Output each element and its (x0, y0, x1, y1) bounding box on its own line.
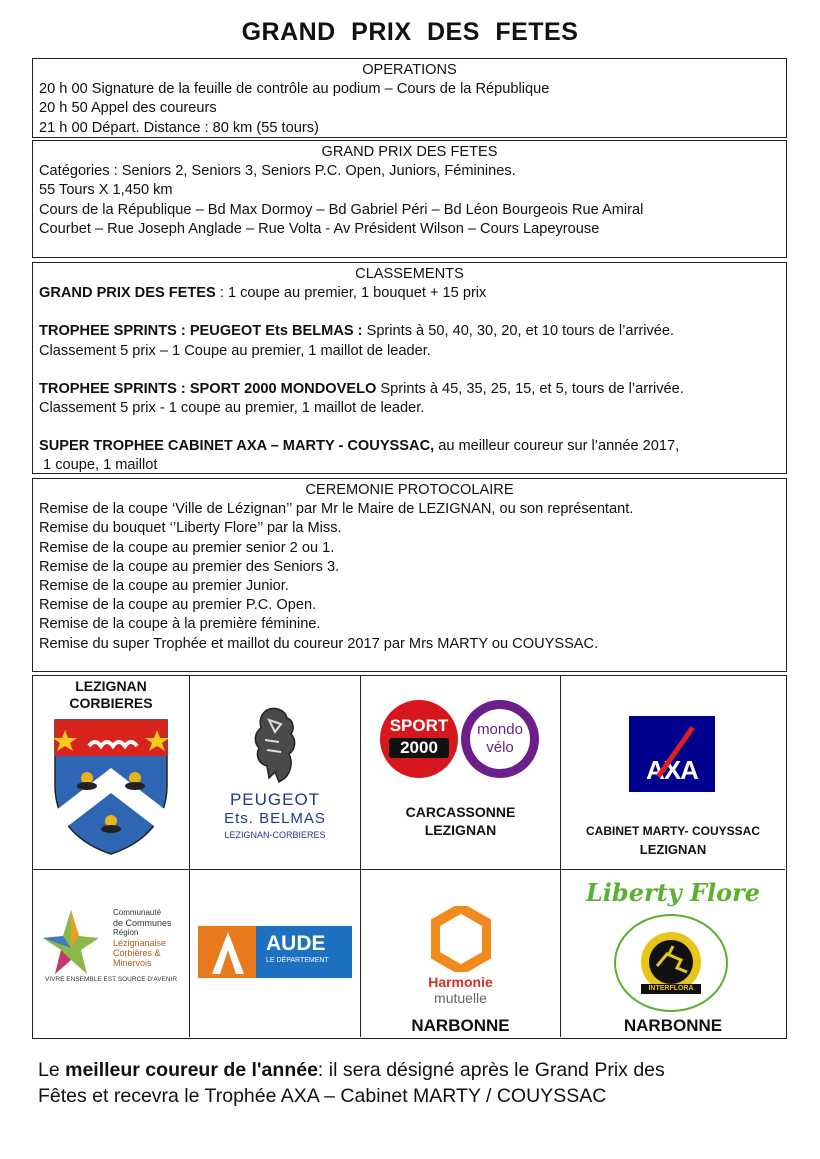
footer-note: Le meilleur coureur de l'année: il sera désigné après le Grand Prix des Fêtes et recevra le Trophée AXA – Cabinet MARTY / COUYSSAC (38, 1059, 665, 1107)
grand-prix-header: GRAND PRIX DES FETES (321, 144, 498, 160)
axa-city: LEZIGNAN (639, 842, 707, 857)
peugeot-brand: PEUGEOT (229, 790, 321, 809)
sponsor-aude (190, 870, 361, 1037)
peugeot-place: LEZIGNAN-CORBIERES (224, 830, 326, 840)
sport2000-city-2: LEZIGNAN (424, 822, 497, 838)
ceremonie-line: Remise de la coupe ‘Ville de Lézignan’’ par Mr le Maire de LEZIGNAN, ou son représentant. (39, 501, 634, 518)
classements-header: CLASSEMENTS (355, 266, 464, 282)
grand-prix-line: Courbet – Rue Joseph Anglade – Rue Volta - Av Président Wilson – Cours Lapeyrouse (39, 220, 600, 237)
ceremonie-line: Remise de la coupe au premier senior 2 ou 1. (39, 539, 335, 556)
grand-prix-line: Catégories : Seniors 2, Seniors 3, Seniors P.C. Open, Juniors, Féminines. (39, 163, 516, 180)
sponsor-lezignan (33, 676, 190, 870)
harmonie-city: NARBONNE (411, 1016, 510, 1035)
harmonie-hexagon-icon (431, 906, 491, 972)
ceremonie-box (32, 478, 787, 672)
peugeot-lion-icon (245, 706, 305, 786)
sponsor-peugeot (190, 676, 361, 870)
ceremonie-line: Remise de la coupe à la première féminine. (39, 616, 321, 633)
sport2000-city-1: CARCASSONNE (405, 804, 516, 820)
harmonie-mutuelle: mutuelle (434, 990, 487, 1006)
ceremonie-line: Remise du super Trophée et maillot du coureur 2017 par Mrs MARTY ou COUYSSAC. (39, 635, 599, 652)
sponsor-communaute (33, 870, 190, 1037)
classement-peugeot-detail: Classement 5 prix – 1 Coupe au premier, 1 maillot de leader. (39, 342, 431, 359)
aude-logo-mark (198, 926, 256, 978)
classement-axa-detail: 1 coupe, 1 maillot (39, 457, 158, 474)
sponsor-grid (32, 675, 787, 1039)
liberty-seal: INTERFLORA (611, 912, 731, 1014)
classements-box (32, 262, 787, 474)
interflora-icon (611, 912, 731, 1014)
grand-prix-line: 55 Tours X 1,450 km (39, 182, 173, 199)
lezignan-label-1: LEZIGNAN (75, 678, 147, 694)
classement-sport2000-detail: Classement 5 prix - 1 coupe au premier, 1 maillot de leader. (39, 400, 425, 417)
classement-grand-prix: GRAND PRIX DES FETES : 1 coupe au premier, 1 bouquet + 15 prix (39, 285, 487, 302)
liberty-script: Liberty Flore (585, 878, 761, 907)
classement-sport2000: TROPHEE SPRINTS : SPORT 2000 MONDOVELO Sprints à 45, 35, 25, 15, et 5, tours de l’arrivée. (39, 380, 684, 397)
classement-axa: SUPER TROPHEE CABINET AXA – MARTY - COUYSSAC, au meilleur coureur sur l’année 2017, (39, 438, 680, 455)
ceremonie-line: Remise de la coupe au premier P.C. Open. (39, 597, 317, 614)
ceremonie-line: Remise de la coupe au premier des Seniors 3. (39, 558, 340, 575)
mondovelo-logo: mondo vélo (461, 700, 539, 778)
operations-box (32, 58, 787, 138)
sponsor-harmonie (361, 870, 561, 1037)
communaute-tagline: VIVRE ENSEMBLE EST SOURCE D'AVENIR (44, 976, 178, 983)
axa-logo: AXA (629, 716, 715, 792)
ceremonie-line: Remise du bouquet ‘’Liberty Flore’’ par la Miss. (39, 520, 342, 537)
page-title: GRAND PRIX DES FETES (241, 18, 579, 46)
ceremonie-line: Remise de la coupe au premier Junior. (39, 578, 289, 595)
grand-prix-line: Cours de la République – Bd Max Dormoy – Bd Gabriel Péri – Bd Léon Bourgeois Rue Amiral (39, 201, 644, 218)
sponsor-sport2000 (361, 676, 561, 870)
harmonie-name: Harmonie (428, 974, 493, 990)
axa-cabinet: CABINET MARTY- COUYSSAC (585, 824, 760, 838)
liberty-city: NARBONNE (623, 1016, 723, 1035)
lezignan-coat-of-arms-icon (51, 716, 171, 856)
ceremonie-header: CEREMONIE PROTOCOLAIRE (305, 482, 514, 498)
communaute-text: Communauté de Communes Région Lézignanaise Corbières & Minervois (113, 908, 172, 968)
operations-line: 20 h 50 Appel des coureurs (39, 100, 217, 117)
sport2000-logo: SPORT 2000 (380, 700, 458, 778)
aude-logo-text: AUDE LE DÉPARTEMENT (256, 926, 352, 978)
classement-peugeot: TROPHEE SPRINTS : PEUGEOT Ets BELMAS : Sprints à 50, 40, 30, 20, et 10 tours de l’arrivée. (39, 323, 675, 340)
sponsor-axa (561, 676, 785, 870)
peugeot-dealer: Ets. BELMAS (224, 810, 326, 827)
operations-line: 21 h 00 Départ. Distance : 80 km (55 tours) (39, 119, 319, 136)
sponsor-liberty-flore (561, 870, 785, 1037)
operations-header: OPERATIONS (362, 62, 457, 78)
communaute-star-icon (41, 908, 101, 978)
grand-prix-box (32, 140, 787, 258)
lezignan-label-2: CORBIERES (69, 695, 153, 711)
operations-line: 20 h 00 Signature de la feuille de contrôle au podium – Cours de la République (39, 81, 550, 98)
